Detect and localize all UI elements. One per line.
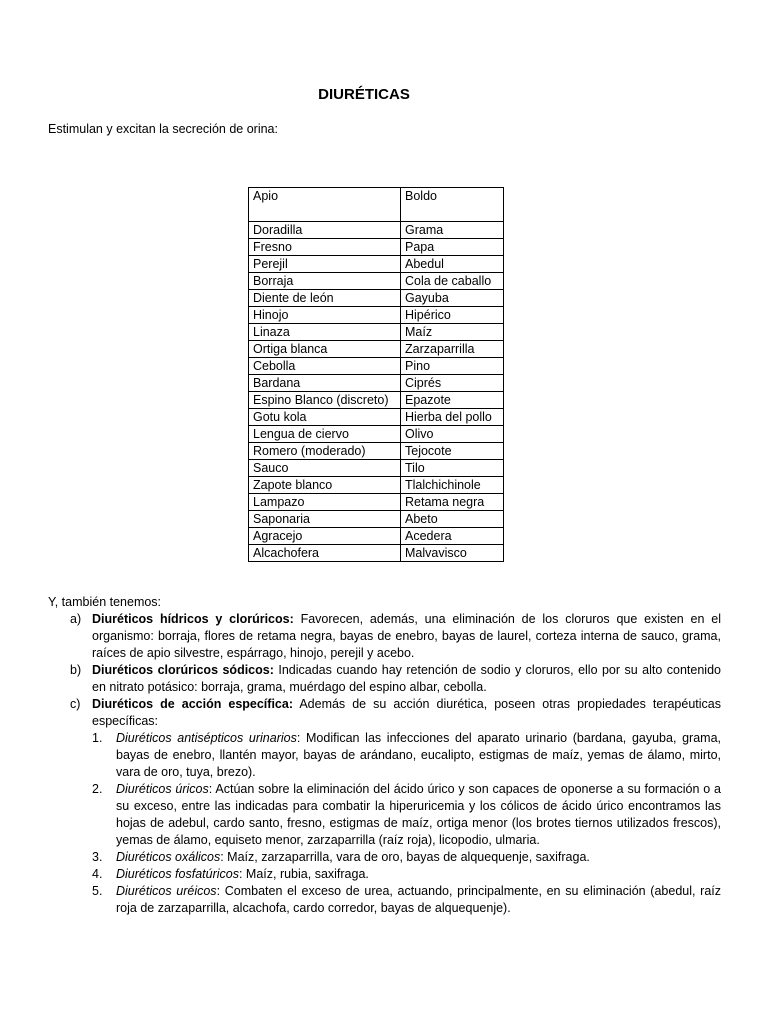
page-title: DIURÉTICAS xyxy=(318,86,410,103)
diuretic-types-list xyxy=(48,611,721,917)
table-row xyxy=(249,443,504,460)
list-marker: 2. xyxy=(92,782,103,796)
table-cell: Hierba del pollo xyxy=(401,409,504,426)
table-cell: Hinojo xyxy=(249,307,401,324)
list-item xyxy=(48,662,721,696)
table-row xyxy=(249,290,504,307)
table-cell: Diente de león xyxy=(249,290,401,307)
table-row xyxy=(249,188,504,222)
sub-list-item xyxy=(48,883,721,917)
table-row xyxy=(249,239,504,256)
list-item xyxy=(48,611,721,662)
table-cell: Abeto xyxy=(401,511,504,528)
table-cell: Epazote xyxy=(401,392,504,409)
item-text: : Maíz, rubia, saxifraga. xyxy=(238,867,369,881)
table-cell: Apio xyxy=(249,188,401,222)
item-term: Diuréticos clorúricos sódicos: xyxy=(92,663,274,677)
table-cell: Boldo xyxy=(401,188,504,222)
sub-list-item xyxy=(48,730,721,781)
intro-text: Estimulan y excitan la secreción de orina: xyxy=(48,122,278,136)
table-cell: Bardana xyxy=(249,375,401,392)
table-cell: Olivo xyxy=(401,426,504,443)
table-row xyxy=(249,494,504,511)
table-row xyxy=(249,511,504,528)
list-item xyxy=(48,696,721,730)
table-cell: Gotu kola xyxy=(249,409,401,426)
list-marker: 4. xyxy=(92,867,103,881)
table-cell: Espino Blanco (discreto) xyxy=(249,392,401,409)
list-marker: 1. xyxy=(92,731,103,745)
item-text: Favorecen, además, una eliminación de los cloruros que existen en el organismo: borraja, flores de retama negra, bayas de enebro, bayas de laurel, corteza interna de sauco, grama, raíces de apio silvestre, espárrago, hinojo, perejil y acebo. xyxy=(92,612,722,660)
table-cell: Abedul xyxy=(401,256,504,273)
item-term: Diuréticos de acción específica: xyxy=(92,697,293,711)
table-cell: Perejil xyxy=(249,256,401,273)
item-term: Diuréticos úricos xyxy=(116,782,209,796)
table-cell: Malvavisco xyxy=(401,545,504,562)
table-cell: Tlalchichinole xyxy=(401,477,504,494)
table-cell: Romero (moderado) xyxy=(249,443,401,460)
also-heading: Y, también tenemos: xyxy=(48,595,162,609)
table-cell: Acedera xyxy=(401,528,504,545)
sub-list-item xyxy=(48,866,721,883)
table-cell: Ortiga blanca xyxy=(249,341,401,358)
table-cell: Tilo xyxy=(401,460,504,477)
item-text: : Combaten el exceso de urea, actuando, principalmente, en su eliminación (abedul, raíz roja de zarzaparrilla, alcachofa, cardo corredor, bayas de alquequenje). xyxy=(116,884,721,915)
table-row xyxy=(249,307,504,324)
list-marker: 5. xyxy=(92,884,103,898)
item-text: Además de su acción diurética, poseen otras propiedades terapéuticas específicas: xyxy=(92,697,721,728)
item-term: Diuréticos hídricos y clorúricos: xyxy=(92,612,294,626)
item-text: : Modifican las infecciones del aparato urinario (bardana, gayuba, grama, bayas de enebro, llantén mayor, bayas de arándano, eucalipto, estigmas de maíz, yemas de álamo, mirto, vara de oro, tuya, brezo). xyxy=(116,731,721,779)
table-cell: Saponaria xyxy=(249,511,401,528)
table-cell: Cola de caballo xyxy=(401,273,504,290)
table-row xyxy=(249,341,504,358)
table-row xyxy=(249,477,504,494)
table-row xyxy=(249,409,504,426)
table-cell: Doradilla xyxy=(249,222,401,239)
table-cell: Linaza xyxy=(249,324,401,341)
table-row xyxy=(249,222,504,239)
table-row xyxy=(249,426,504,443)
item-text: : Maíz, zarzaparrilla, vara de oro, bayas de alquequenje, saxifraga. xyxy=(220,850,590,864)
item-text: Indicadas cuando hay retención de sodio y cloruros, ello por su alto contenido en nitrato potásico: borraja, grama, muérdago del espino albar, cebolla. xyxy=(92,663,721,694)
item-term: Diuréticos antisépticos urinarios xyxy=(116,731,297,745)
table-cell: Zarzaparrilla xyxy=(401,341,504,358)
list-marker: b) xyxy=(70,663,82,677)
table-cell: Lengua de ciervo xyxy=(249,426,401,443)
table-cell: Ciprés xyxy=(401,375,504,392)
table-cell: Pino xyxy=(401,358,504,375)
table-row xyxy=(249,545,504,562)
item-text: : Actúan sobre la eliminación del ácido úrico y son capaces de oponerse a su formación o a su exceso, entre las indicadas para combatir la hiperuricemia y los cólicos de ácido úrico encontramos las hojas de adebul, cardo santo, fresno, estigmas de maíz, ortiga menor (los brotes tiernos utilizados frescos), yemas de álamo, equiseto menor, zarzaparrilla (raíz roja), licopodio, ulmaria. xyxy=(116,782,721,847)
table-row xyxy=(249,375,504,392)
table-cell: Borraja xyxy=(249,273,401,290)
sub-list-item xyxy=(48,781,721,849)
table-row xyxy=(249,358,504,375)
sub-list xyxy=(48,730,721,917)
list-marker: c) xyxy=(70,697,81,711)
table-cell: Grama xyxy=(401,222,504,239)
table-row xyxy=(249,273,504,290)
list-marker: 3. xyxy=(92,850,103,864)
table-cell: Cebolla xyxy=(249,358,401,375)
table-cell: Papa xyxy=(401,239,504,256)
table-row xyxy=(249,392,504,409)
sub-list-item xyxy=(48,849,721,866)
table-cell: Zapote blanco xyxy=(249,477,401,494)
table-cell: Alcachofera xyxy=(249,545,401,562)
table-cell: Gayuba xyxy=(401,290,504,307)
table-cell: Retama negra xyxy=(401,494,504,511)
table-cell: Hipérico xyxy=(401,307,504,324)
table-cell: Sauco xyxy=(249,460,401,477)
item-term: Diuréticos fosfatúricos xyxy=(116,867,239,881)
plants-table xyxy=(248,187,504,562)
table-row xyxy=(249,256,504,273)
item-term: Diuréticos oxálicos xyxy=(116,850,221,864)
table-cell: Tejocote xyxy=(401,443,504,460)
table-row xyxy=(249,460,504,477)
item-term: Diuréticos uréicos xyxy=(116,884,217,898)
table-cell: Agracejo xyxy=(249,528,401,545)
table-cell: Maíz xyxy=(401,324,504,341)
table-row xyxy=(249,324,504,341)
table-row xyxy=(249,528,504,545)
table-cell: Lampazo xyxy=(249,494,401,511)
table-cell: Fresno xyxy=(249,239,401,256)
list-marker: a) xyxy=(70,612,82,626)
